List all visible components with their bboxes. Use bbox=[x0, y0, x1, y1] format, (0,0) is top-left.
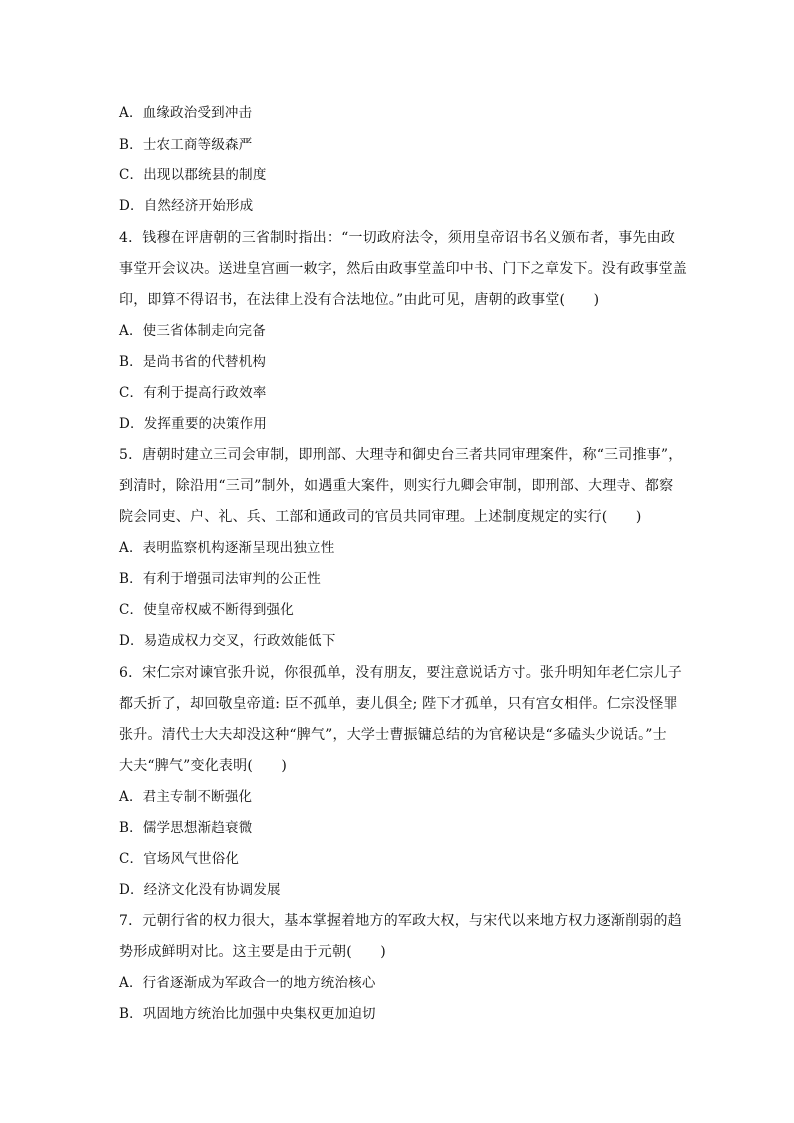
q5-stem-line-1: 5．唐朝时建立三司会审制，即刑部、大理寺和御史台三者共同审理案件，称“三司推事”， bbox=[119, 447, 683, 463]
q4-stem-line-2: 事堂开会议决。送进皇宫画一敕字，然后由政事堂盖印中书、门下之章发下。没有政事堂盖 bbox=[119, 261, 687, 277]
q5-stem-line-2: 到清时，除沿用“三司”制外，如遇重大案件，则实行九卿会审制，即刑部、大理寺、都察 bbox=[119, 478, 674, 494]
q6-option-a: A．君主专制不断强化 bbox=[119, 789, 253, 805]
q7-option-b: B．巩固地方统治比加强中央集权更加迫切 bbox=[119, 1006, 376, 1022]
q7-stem-line-1: 7．元朝行省的权力很大，基本掌握着地方的军政大权，与宋代以来地方权力逐渐削弱的趋 bbox=[119, 913, 682, 929]
q3-option-a: A．血缘政治受到冲击 bbox=[119, 105, 253, 121]
q7-stem-line-2: 势形成鲜明对比。这主要是由于元朝( ) bbox=[119, 944, 386, 960]
q3-option-d: D．自然经济开始形成 bbox=[119, 198, 254, 214]
q4-option-c: C．有利于提高行政效率 bbox=[119, 385, 267, 401]
q6-stem-line-2: 都夭折了，却回敬皇帝道: 臣不孤单，妻儿俱全; 陛下才孤单，只有宫女相伴。仁宗没怪罪 bbox=[119, 696, 678, 712]
q6-stem-line-4: 大夫“脾气”变化表明( ) bbox=[119, 758, 288, 774]
q4-option-a: A．使三省体制走向完备 bbox=[119, 323, 266, 339]
q5-option-a: A．表明监察机构逐渐呈现出独立性 bbox=[119, 540, 335, 556]
q5-stem-line-3: 院会同吏、户、礼、兵、工部和通政司的官员共同审理。上述制度规定的实行( ) bbox=[119, 509, 642, 525]
q6-option-c: C．官场风气世俗化 bbox=[119, 851, 240, 867]
q6-stem-line-1: 6．宋仁宗对谏官张升说，你很孤单，没有朋友，要注意说话方寸。张升明知年老仁宗儿子 bbox=[119, 665, 682, 681]
q6-stem-line-3: 张升。清代士大夫却没这种“脾气”，大学士曹振镛总结的为官秘诀是“多磕头少说话。”士 bbox=[119, 727, 667, 743]
q5-option-d: D．易造成权力交叉，行政效能低下 bbox=[119, 633, 336, 649]
q4-stem-line-1: 4．钱穆在评唐朝的三省制时指出：“一切政府法令，须用皇帝诏书名义颁布者，事先由政 bbox=[119, 230, 676, 246]
q7-option-a: A．行省逐渐成为军政合一的地方统治核心 bbox=[119, 975, 376, 991]
q5-option-b: B．有利于增强司法审判的公正性 bbox=[119, 571, 321, 587]
q6-option-b: B．儒学思想渐趋衰微 bbox=[119, 820, 253, 836]
q3-option-c: C．出现以郡统县的制度 bbox=[119, 167, 267, 183]
q6-option-d: D．经济文化没有协调发展 bbox=[119, 882, 281, 898]
q4-option-d: D．发挥重要的决策作用 bbox=[119, 416, 268, 432]
q4-option-b: B．是尚书省的代替机构 bbox=[119, 354, 267, 370]
q3-option-b: B．士农工商等级森严 bbox=[119, 137, 253, 153]
q4-stem-line-3: 印，即算不得诏书，在法律上没有合法地位。”由此可见，唐朝的政事堂( ) bbox=[119, 292, 600, 308]
q5-option-c: C．使皇帝权威不断得到强化 bbox=[119, 602, 294, 618]
